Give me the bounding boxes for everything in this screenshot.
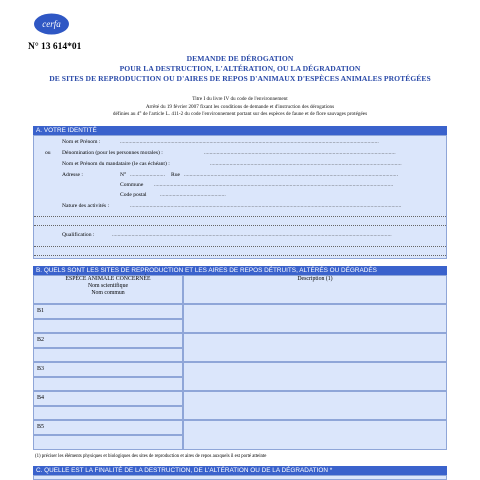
code-postal-label: Code postal xyxy=(120,192,147,198)
svg-text:cerfa: cerfa xyxy=(42,19,61,29)
numero-label: N° xyxy=(120,172,127,178)
b1-common-name-cell[interactable] xyxy=(33,319,183,333)
section-b-heading: B. QUELS SONT LES SITES DE REPRODUCTION ET LES AIRES DE REPOS DÉTRUITS, ALTÉRÉS OU DÉGRADÉS xyxy=(33,266,447,275)
rue-field[interactable]: ......................................................................................................................................................... xyxy=(184,172,398,178)
b2-description-cell[interactable] xyxy=(183,333,447,362)
qualification-label: Qualification : xyxy=(62,232,95,238)
b4-common-name-cell[interactable] xyxy=(33,406,183,420)
activites-continuation-line-1[interactable] xyxy=(34,216,446,217)
b5-description-cell[interactable] xyxy=(183,420,447,450)
adresse-label: Adresse : xyxy=(62,172,83,178)
activites-label: Nature des activités : xyxy=(62,203,110,209)
numero-field[interactable]: ......................... xyxy=(130,172,165,178)
section-b-footnote: (1) préciser les éléments physiques et biologiques des sites de reproduction et aires de repos auxquels il est porté atteinte xyxy=(35,454,267,459)
mandataire-label: Nom et Prénom du mandataire (le cas échéant) : xyxy=(62,161,170,167)
b2-common-name-cell[interactable] xyxy=(33,348,183,362)
qualification-continuation-line-2[interactable] xyxy=(34,255,446,256)
rue-label: Rue xyxy=(171,172,181,178)
b1-description-cell[interactable] xyxy=(183,304,447,333)
b5-scientific-name-cell[interactable] xyxy=(33,420,183,435)
reference-line-2: Arrêté du 19 février 2007 fixant les conditions de demande et d'instruction des dérogations xyxy=(145,104,335,110)
description-col-label: Description (1) xyxy=(297,276,333,282)
activites-field[interactable]: .................................................................................................................................................................................................. xyxy=(130,203,402,209)
description-column-header xyxy=(183,275,447,304)
mandataire-field[interactable]: ......................................................................................................................................... xyxy=(210,161,402,167)
title-line-2: POUR LA DESTRUCTION, L'ALTÉRATION, OU LA DÉGRADATION xyxy=(119,64,361,73)
b4-label: B4 xyxy=(37,395,45,401)
title-line-1: DEMANDE DE DÉROGATION xyxy=(186,54,294,63)
commune-field[interactable]: ........................................................................................................................................................................... xyxy=(154,182,394,188)
b2-scientific-name-cell[interactable] xyxy=(33,333,183,348)
b5-common-name-cell[interactable] xyxy=(33,435,183,450)
section-a-form xyxy=(33,135,447,259)
section-c-heading: C. QUELLE EST LA FINALITÉ DE LA DESTRUCTION, DE L'ALTÉRATION OU DE LA DÉGRADATION * xyxy=(33,466,447,475)
b3-label: B3 xyxy=(37,366,45,372)
species-col-line-2: Nom scientifique xyxy=(87,283,129,289)
b4-description-cell[interactable] xyxy=(183,391,447,420)
section-a-heading: A. VOTRE IDENTITÉ xyxy=(33,126,447,135)
b3-common-name-cell[interactable] xyxy=(33,377,183,391)
species-col-line-3: Nom commun xyxy=(91,290,125,296)
reference-line-1: Titre I du livre IV du code de l'environnement xyxy=(192,96,288,102)
b1-scientific-name-cell[interactable] xyxy=(33,304,183,319)
species-col-line-1: ESPÈCE ANIMALE CONCERNÉE xyxy=(65,276,151,282)
name-field[interactable]: ......................................................................................................................................................................................... xyxy=(120,139,379,145)
species-column-header xyxy=(33,275,183,304)
commune-label: Commune xyxy=(120,182,144,188)
b3-description-cell[interactable] xyxy=(183,362,447,391)
ou-label: ou xyxy=(45,150,51,156)
section-c-form xyxy=(33,475,447,480)
b1-label: B1 xyxy=(37,308,45,314)
b5-label: B5 xyxy=(37,424,45,430)
code-postal-field[interactable]: ............................................... xyxy=(160,192,226,198)
denomination-label: Dénomination (pour les personnes morales) : xyxy=(62,150,163,156)
activites-continuation-line-2[interactable] xyxy=(34,225,446,226)
reference-line-3: définies au 4° de l'article L. 411-2 du code l'environnement portant sur des espèces de faune et de flore sauvages protégées xyxy=(112,111,368,117)
form-number: N° 13 614*01 xyxy=(28,42,82,52)
title-line-3: DE SITES DE REPRODUCTION OU D'AIRES DE REPOS D'ANIMAUX D'ESPÈCES ANIMALES PROTÉGÉES xyxy=(49,74,431,83)
b2-label: B2 xyxy=(37,337,45,343)
b4-scientific-name-cell[interactable] xyxy=(33,391,183,406)
b3-scientific-name-cell[interactable] xyxy=(33,362,183,377)
qualification-field[interactable]: ........................................................................................................................................................................................................ xyxy=(112,232,392,238)
cerfa-logo xyxy=(33,12,70,36)
denomination-field[interactable]: ......................................................................................................................................... xyxy=(204,150,396,156)
name-label: Nom et Prénom : xyxy=(62,139,101,145)
qualification-continuation-line-1[interactable] xyxy=(34,246,446,247)
